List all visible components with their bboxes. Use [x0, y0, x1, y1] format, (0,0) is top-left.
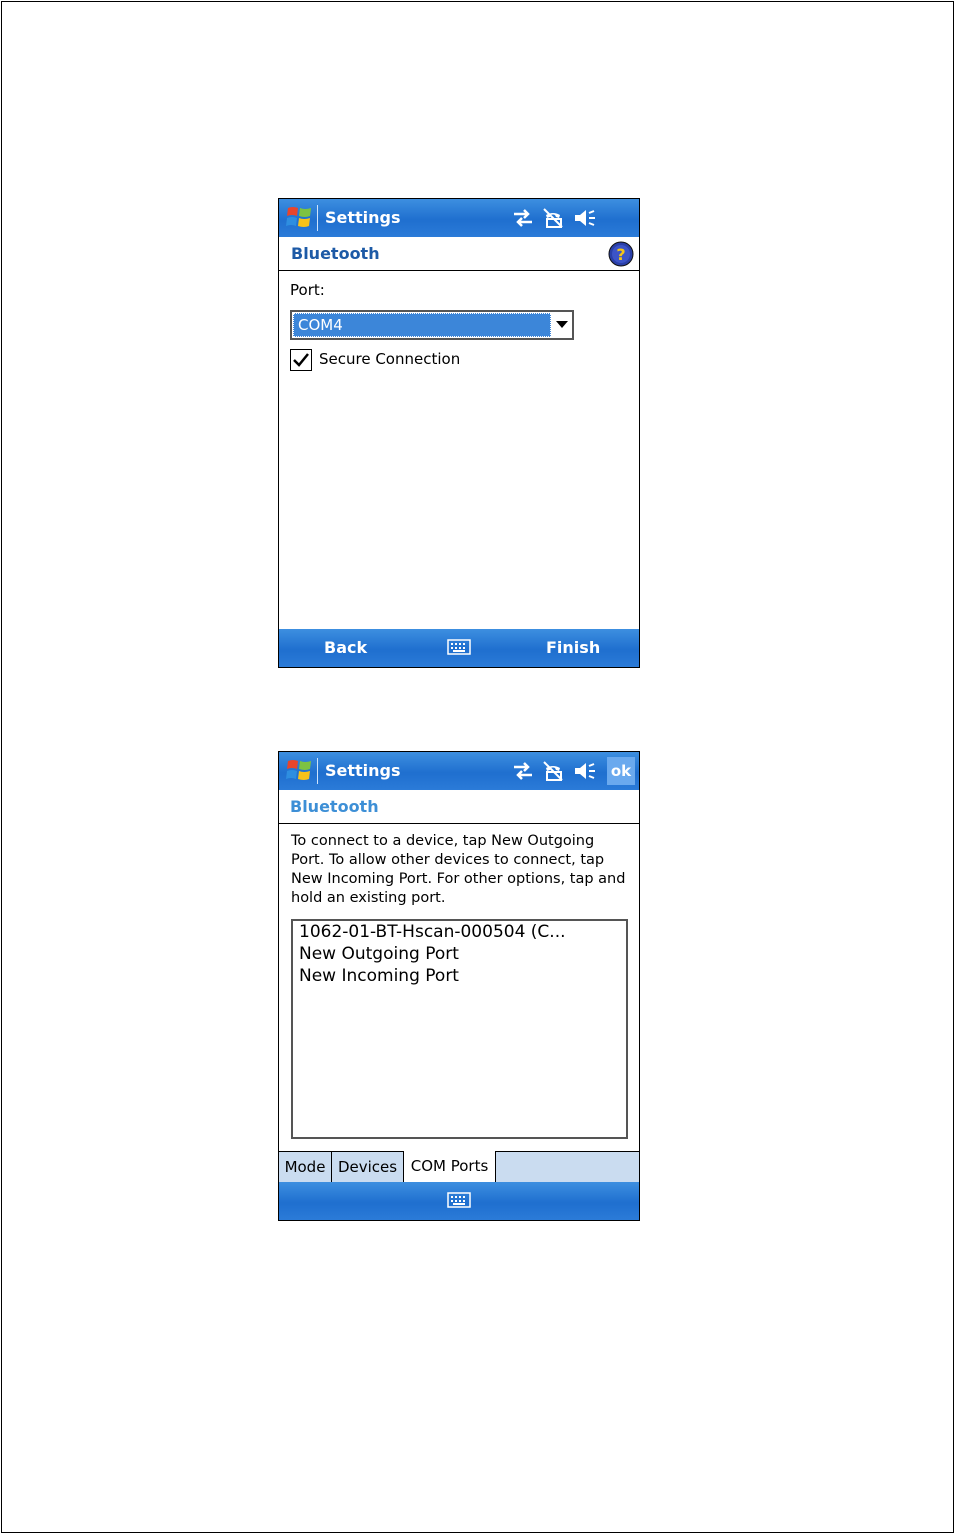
page-title: Bluetooth	[291, 244, 380, 263]
help-icon[interactable]	[608, 241, 634, 267]
connectivity-icon[interactable]	[511, 207, 535, 229]
keyboard-icon[interactable]	[447, 1191, 471, 1209]
title-separator	[317, 205, 318, 231]
port-dropdown-selection	[293, 313, 551, 337]
list-item[interactable]: New Outgoing Port	[299, 944, 459, 964]
chevron-down-icon[interactable]	[556, 321, 568, 328]
app-title[interactable]: Settings	[325, 761, 401, 780]
phone-off-icon[interactable]	[541, 760, 565, 782]
phone-off-icon[interactable]	[541, 207, 565, 229]
port-dropdown[interactable]	[290, 310, 574, 340]
connectivity-icon[interactable]	[511, 760, 535, 782]
secure-connection-checkbox[interactable]	[290, 349, 312, 371]
softkey-bar	[279, 1182, 639, 1220]
finish-softkey[interactable]: Finish	[546, 638, 601, 657]
app-title[interactable]: Settings	[325, 208, 401, 227]
tab-com-ports[interactable]: COM Ports	[404, 1151, 496, 1184]
keyboard-icon[interactable]	[447, 638, 471, 656]
port-list[interactable]	[291, 919, 628, 1139]
page-header	[279, 790, 639, 824]
title-separator	[317, 758, 318, 784]
list-item[interactable]: New Incoming Port	[299, 966, 459, 986]
page-header	[279, 237, 639, 271]
checkmark-icon	[291, 350, 311, 370]
volume-icon[interactable]	[573, 207, 597, 229]
windows-start-icon[interactable]	[285, 204, 313, 230]
ok-button[interactable]: ok	[607, 757, 635, 785]
bluetooth-port-screen	[278, 198, 640, 668]
port-dropdown-value: COM4	[298, 316, 343, 334]
title-bar	[279, 752, 639, 790]
bluetooth-com-ports-screen	[278, 751, 640, 1221]
back-softkey[interactable]: Back	[324, 638, 368, 657]
tab-strip	[279, 1151, 639, 1184]
tab-devices[interactable]: Devices	[332, 1152, 404, 1184]
windows-start-icon[interactable]	[285, 757, 313, 783]
secure-connection-label[interactable]: Secure Connection	[319, 350, 461, 368]
page-title: Bluetooth	[290, 797, 379, 816]
volume-icon[interactable]	[573, 760, 597, 782]
softkey-bar	[279, 629, 639, 667]
title-bar	[279, 199, 639, 237]
list-item[interactable]: 1062-01-BT-Hscan-000504 (C...	[299, 922, 566, 942]
svg-text:?: ?	[616, 245, 626, 264]
port-label: Port:	[290, 281, 325, 299]
tab-mode[interactable]: Mode	[279, 1152, 332, 1184]
instructions-text: To connect to a device, tap New Outgoing Port. To allow other devices to connect, tap New Incoming Port. For other options, tap and hold an existing port.	[291, 833, 626, 906]
